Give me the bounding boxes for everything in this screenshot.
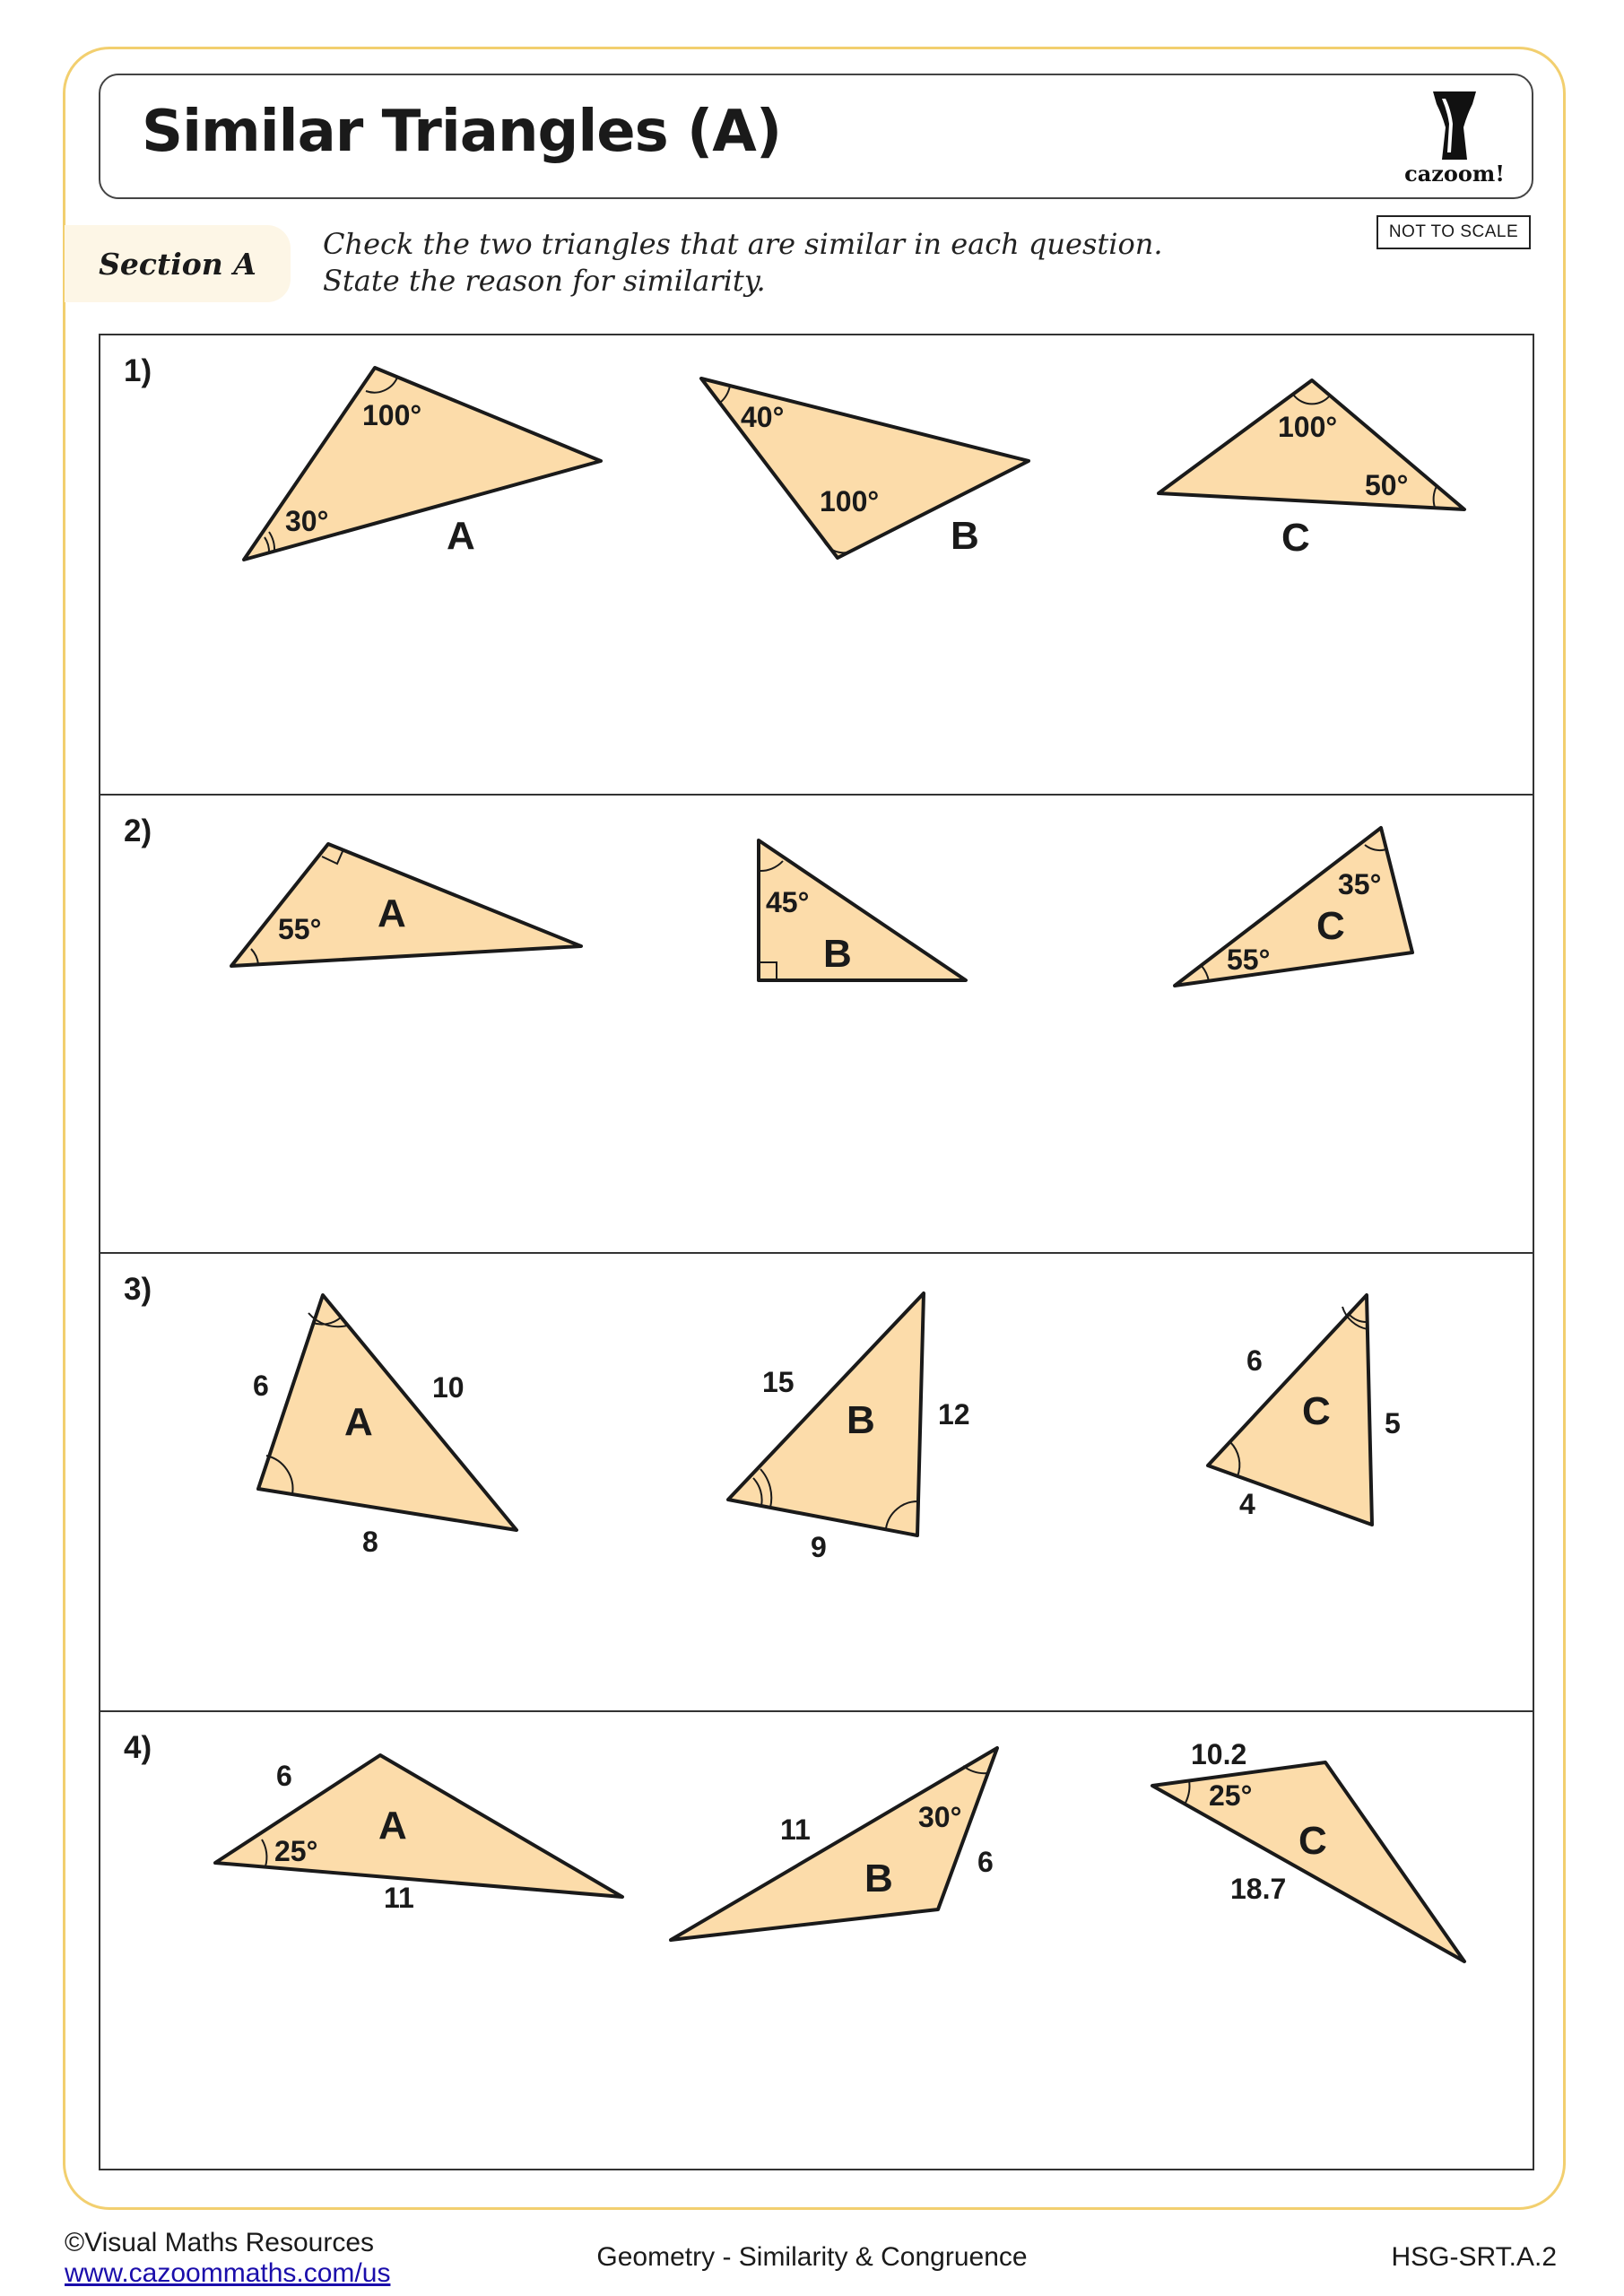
logo-text: cazoom!	[1404, 161, 1505, 187]
side-label: 6	[276, 1760, 292, 1792]
page-title: Similar Triangles (A)	[142, 99, 782, 165]
instruction-line-2: State the reason for similarity.	[323, 264, 766, 298]
angle-label: 30°	[918, 1801, 962, 1833]
side-label: 6	[1246, 1344, 1263, 1377]
question-number: 2)	[124, 813, 152, 848]
angle-label: 30°	[285, 505, 329, 537]
question-4	[100, 1710, 1533, 2169]
instruction-line-1: Check the two triangles that are similar in each question.	[323, 227, 1163, 261]
triangle-label: C	[1316, 904, 1345, 948]
questions-grid	[99, 334, 1534, 2170]
cazoom-logo	[1401, 88, 1508, 188]
side-label: 11	[384, 1882, 414, 1914]
side-label: 6	[253, 1370, 269, 1402]
triangle-label: B	[847, 1398, 875, 1442]
side-label: 10.2	[1191, 1738, 1247, 1770]
copyright-text: ©Visual Maths Resources	[65, 2228, 375, 2257]
angle-label: 50°	[1365, 469, 1409, 501]
angle-label: 25°	[274, 1835, 318, 1867]
angle-label: 100°	[820, 485, 880, 517]
question-number: 3)	[124, 1272, 152, 1307]
angle-label: 100°	[1278, 411, 1338, 443]
angle-label: 25°	[1209, 1779, 1253, 1812]
question-3	[100, 1252, 1533, 1710]
logo-drum-icon	[1401, 88, 1508, 163]
side-label: 6	[977, 1846, 994, 1878]
side-label: 10	[432, 1371, 465, 1404]
question-1-figure	[100, 335, 1533, 794]
question-1	[100, 335, 1533, 794]
angle-label: 100°	[362, 399, 422, 431]
angle-label: 35°	[1338, 868, 1382, 900]
title-banner	[99, 74, 1533, 199]
triangle-label: C	[1298, 1819, 1327, 1863]
angle-label: 40°	[741, 401, 785, 433]
angle-label: 55°	[278, 913, 322, 945]
triangle-label: C	[1302, 1389, 1331, 1433]
question-2	[100, 794, 1533, 1252]
triangle-label: C	[1281, 516, 1310, 560]
triangle-a	[231, 844, 581, 966]
triangle-label: A	[344, 1400, 373, 1444]
side-label: 9	[811, 1531, 827, 1563]
triangle-label: A	[378, 1804, 407, 1848]
footer-topic: Geometry - Similarity & Congruence	[596, 2242, 1028, 2272]
triangle-b	[671, 1748, 997, 1940]
triangle-c	[1152, 1738, 1464, 1961]
angle-label: 45°	[766, 886, 810, 918]
triangle-a	[215, 1755, 622, 1914]
question-4-figure	[100, 1712, 1533, 2170]
triangle-b	[759, 840, 966, 980]
side-label: 8	[362, 1526, 378, 1558]
question-number: 4)	[124, 1730, 152, 1765]
question-number: 1)	[124, 353, 152, 388]
side-label: 4	[1239, 1488, 1255, 1520]
question-2-figure	[100, 796, 1533, 1254]
angle-label: 55°	[1227, 944, 1271, 976]
side-label: 18.7	[1230, 1873, 1287, 1905]
triangle-label: B	[823, 932, 852, 976]
triangle-c	[1175, 828, 1412, 986]
side-label: 15	[762, 1366, 795, 1398]
question-3-figure	[100, 1254, 1533, 1712]
triangle-a	[244, 368, 601, 560]
footer-standard-code: HSG-SRT.A.2	[1391, 2242, 1557, 2272]
triangle-c	[1208, 1295, 1401, 1525]
side-label: 12	[938, 1398, 970, 1431]
triangle-label: B	[951, 514, 979, 558]
side-label: 11	[780, 1813, 811, 1846]
section-label: Section A	[65, 225, 291, 302]
triangle-label: A	[378, 891, 406, 935]
triangle-b	[701, 378, 1029, 558]
instructions	[323, 226, 1163, 300]
triangle-b	[728, 1293, 970, 1563]
triangle-label: A	[447, 514, 475, 558]
side-label: 5	[1385, 1407, 1401, 1439]
not-to-scale-badge: NOT TO SCALE	[1376, 215, 1531, 249]
triangle-label: B	[864, 1857, 893, 1900]
triangle-a	[253, 1295, 517, 1558]
website-link[interactable]: www.cazoommaths.com/us	[65, 2258, 391, 2288]
triangle-c	[1159, 380, 1464, 560]
